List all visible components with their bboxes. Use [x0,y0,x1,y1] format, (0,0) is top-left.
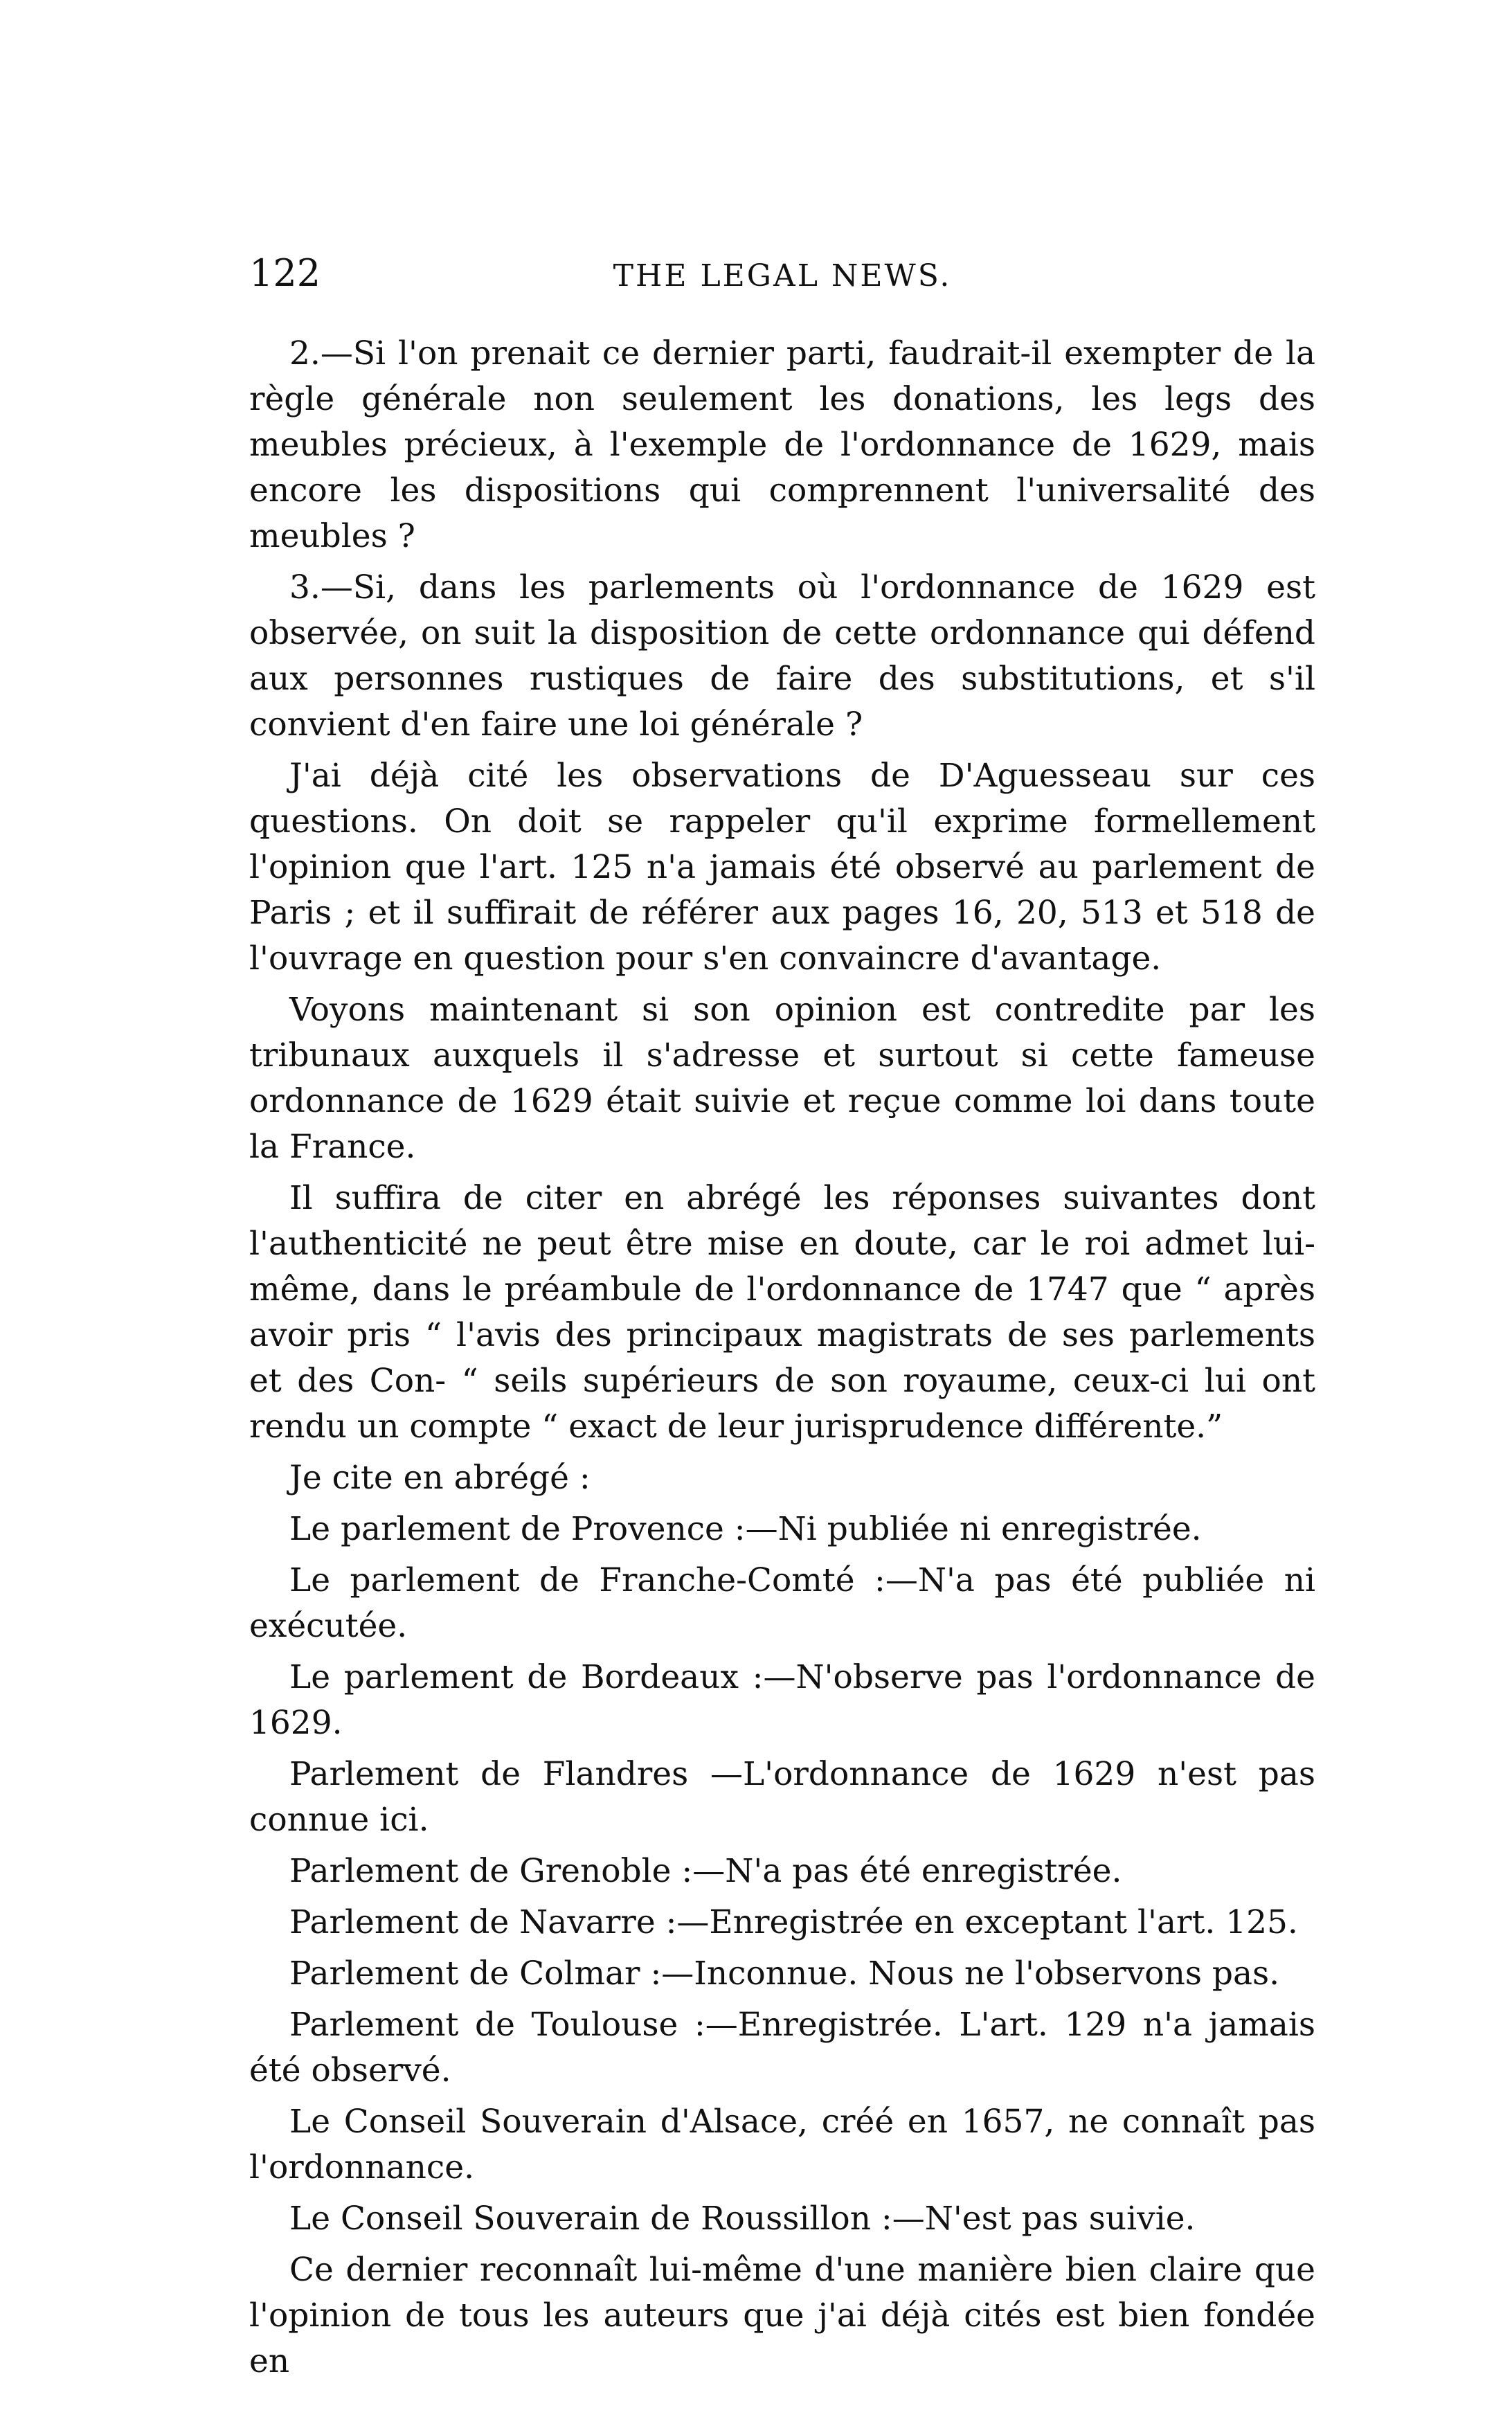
paragraph: Le Conseil Souverain d'Alsace, créé en 1657, ne connaît pas l'ordonnance. [249,2103,1315,2186]
paragraph: Il suffira de citer en abrégé les réponses suivantes dont l'authenticité ne peut être mise en doute, car le roi admet lui-même, dans le préambule de l'ordonnance de 1747 que “ après avoir pris “ l'avis des principaux magistrats de ses parlements et des Con- “ seils supérieurs de son royaume, ceux-ci lui ont rendu un compte “ exact de leur jurisprudence différente.” [249,1179,1315,1446]
paragraph: 3.—Si, dans les parlements où l'ordonnance de 1629 est observée, on suit la disposition de cette ordonnance qui défend aux personnes rustiques de faire des substitutions, et s'il convient d'en faire une loi générale ? [249,568,1315,744]
body-text [249,331,1315,2390]
page-header [249,246,1315,301]
paragraph: Le Conseil Souverain de Roussillon :—N'est pas suivie. [289,2200,1196,2238]
paragraph: Voyons maintenant si son opinion est contredite par les tribunaux auxquels il s'adresse et surtout si cette fameuse ordonnance de 1629 était suivie et reçue comme loi dans toute la France. [249,991,1315,1166]
paragraph: Parlement de Navarre :—Enregistrée en exceptant l'art. 125. [289,1903,1298,1941]
paragraph: J'ai déjà cité les observations de D'Aguesseau sur ces questions. On doit se rappeler qu'il exprime formellement l'opinion que l'art. 125 n'a jamais été observé au parlement de Paris ; et il suffirait de référer aux pages 16, 20, 513 et 518 de l'ouvrage en question pour s'en convaincre d'avantage. [249,757,1315,978]
paragraph: Le parlement de Franche-Comté :—N'a pas été publiée ni exécutée. [249,1561,1315,1645]
paragraph: Parlement de Flandres —L'ordonnance de 1629 n'est pas connue ici. [249,1755,1315,1839]
paragraph: 2.—Si l'on prenait ce dernier parti, faudrait-il exempter de la règle générale non seulement les donations, les legs des meubles précieux, à l'exemple de l'ordonnance de 1629, mais encore les dispositions qui comprennent l'universalité des meubles ? [249,334,1315,555]
paragraph: Parlement de Toulouse :—Enregistrée. L'art. 129 n'a jamais été observé. [249,2006,1315,2090]
paragraph: Le parlement de Provence :—Ni publiée ni enregistrée. [289,1510,1202,1548]
running-title: THE LEGAL NEWS. [613,258,952,294]
paragraph: Parlement de Colmar :—Inconnue. Nous ne l'observons pas. [289,1955,1280,1993]
paragraph: Le parlement de Bordeaux :—N'observe pas l'ordonnance de 1629. [249,1658,1315,1742]
paragraph: Parlement de Grenoble :—N'a pas été enregistrée. [289,1852,1122,1890]
page-number: 122 [249,251,321,295]
paragraph: Ce dernier reconnaît lui-même d'une manière bien claire que l'opinion de tous les auteurs que j'ai déjà cités est bien fondée en [249,2251,1315,2380]
paragraph: Je cite en abrégé : [289,1459,591,1497]
